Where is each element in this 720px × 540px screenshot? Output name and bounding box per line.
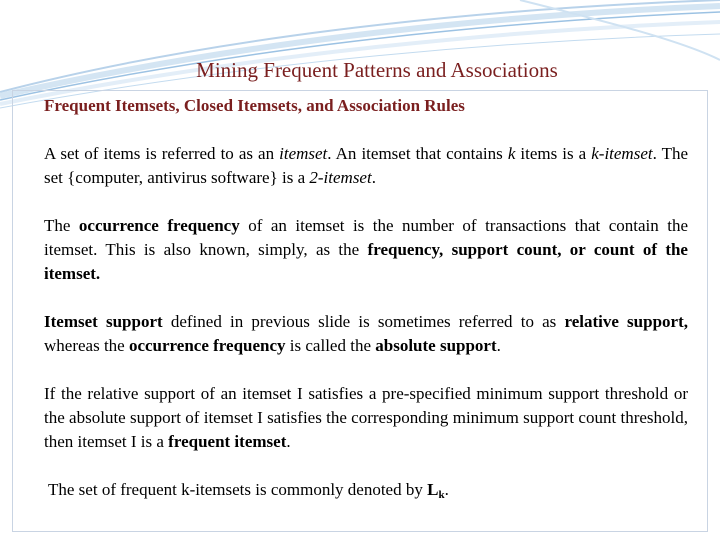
- text: A set of items is referred to as an: [44, 144, 280, 163]
- term-relative-support: relative support,: [564, 312, 688, 331]
- term-2-itemset: 2-itemset: [309, 168, 372, 187]
- paragraph-occurrence-frequency: [44, 214, 688, 286]
- term-frequency-support-count: frequency, support count, or count of the itemset.: [44, 240, 688, 283]
- text: . An itemset that contains: [327, 144, 508, 163]
- term-L: L: [427, 480, 439, 499]
- text: .: [286, 432, 291, 451]
- slide-subtitle: Frequent Itemsets, Closed Itemsets, and Association Rules: [44, 96, 465, 115]
- text: The set of frequent k-itemsets is commonly denoted by: [48, 480, 428, 499]
- text: whereas the: [44, 336, 129, 355]
- term-k-subscript: k: [438, 489, 445, 501]
- text: of an itemset is the number of transactions that contain the itemset. This is also known, simply, as the: [44, 216, 689, 259]
- paragraph-itemset-definition: [44, 142, 688, 190]
- text: items is a: [515, 144, 592, 163]
- term-occurrence-frequency: occurrence frequency: [78, 216, 240, 235]
- text: defined in previous slide is sometimes referred to as: [162, 312, 565, 331]
- text: . The set {computer, antivirus software} is a: [44, 144, 689, 187]
- term-frequent-itemset: frequent itemset: [168, 432, 287, 451]
- text: is called the: [285, 336, 376, 355]
- slide-title: Mining Frequent Patterns and Associations: [196, 58, 558, 82]
- paragraph-itemset-support: [44, 310, 688, 358]
- text: If the relative support of an itemset I satisfies a pre-specified minimum support threshold or the absolute support of itemset I satisfies the corresponding minimum support count threshold, then itemset I is a: [44, 384, 688, 451]
- paragraph-lk-notation: [48, 478, 692, 507]
- term-itemset: itemset: [279, 144, 328, 163]
- text: .: [496, 336, 501, 355]
- term-occurrence-frequency: occurrence frequency: [128, 336, 286, 355]
- term-k-itemset: k-itemset: [591, 144, 653, 163]
- paragraph-frequent-itemset: [44, 382, 688, 454]
- text: .: [444, 480, 449, 499]
- term-itemset-support: Itemset support: [44, 312, 163, 331]
- text: .: [371, 168, 376, 187]
- term-k: k: [507, 144, 516, 163]
- term-absolute-support: absolute support: [375, 336, 497, 355]
- text: The: [44, 216, 79, 235]
